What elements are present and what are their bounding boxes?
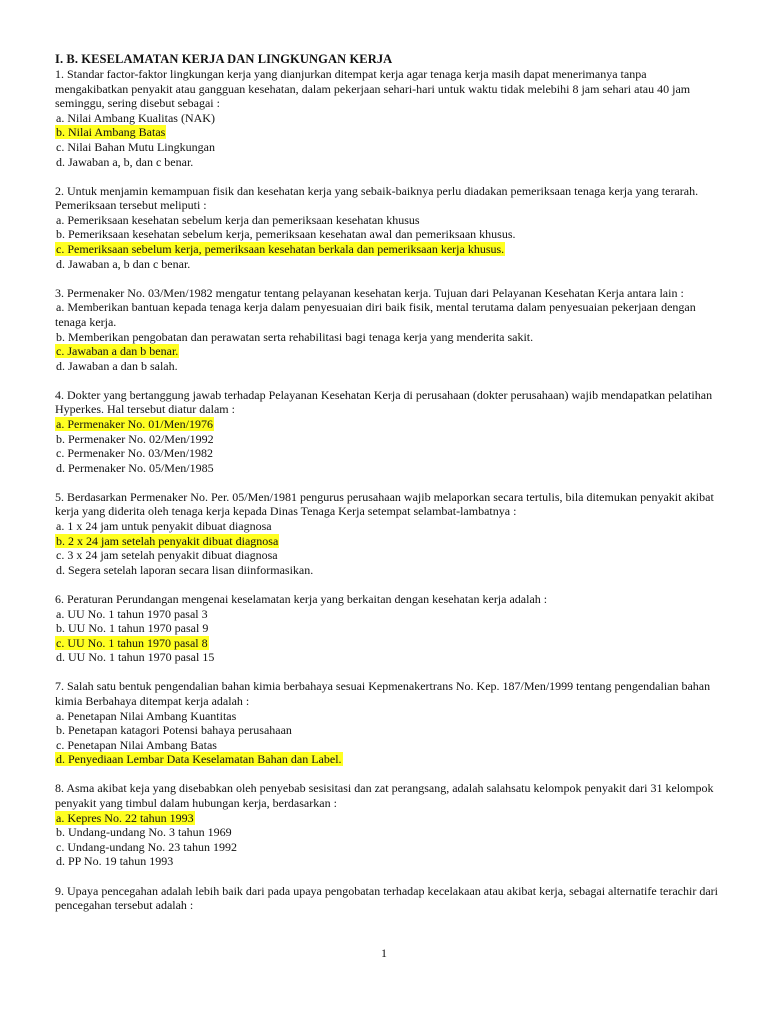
option-a-highlighted: a. Kepres No. 22 tahun 1993 [56,810,194,825]
option-a: a. Pemeriksaan kesehatan sebelum kerja dan pemeriksaan kesehatan khusus [56,212,420,227]
question-text: 1. Standar factor-faktor lingkungan kerja yang dianjurkan ditempat kerja agar tenaga kerja masih dapat menerimanya tanpa mengakibatkan penyakit atau gangguan kesehatan, dalam pekerjaan sehari-hari untuk waktu tidak melebihi 8 jam sehari atau 40 jam seminggu, sering disebut sebagai : [55,67,691,111]
question-text: 9. Upaya pencegahan adalah lebih baik dari pada upaya pengobatan terhadap kecelakaan atau akibat kerja, sebagai alternatife terachir dari pencegahan tersebut adalah : [55,883,718,913]
question-text: 2. Untuk menjamin kemampuan fisik dan kesehatan kerja yang sebaik-baiknya perlu diadakan pemeriksaan tenaga kerja yang terarah. Pemeriksaan tersebut meliputi : [55,183,699,213]
question-text: 3. Permenaker No. 03/Men/1982 mengatur tentang pelayanan kesehatan kerja. Tujuan dari Pelayanan Kesehatan Kerja antara lain : [55,285,684,300]
option-b: b. Penetapan katagori Potensi bahaya perusahaan [56,723,292,738]
option-b: b. Undang-undang No. 3 tahun 1969 [56,825,232,840]
option-d-highlighted: d. Penyediaan Lembar Data Keselamatan Bahan dan Label. [56,752,342,767]
option-a: a. Nilai Ambang Kualitas (NAK) [56,110,215,125]
option-c: c. Undang-undang No. 23 tahun 1992 [56,839,237,854]
question-7 [55,679,728,767]
option-c-highlighted: c. Jawaban a dan b benar. [56,344,179,359]
option-c-highlighted: c. Pemeriksaan sebelum kerja, pemeriksaan kesehatan berkala dan pemeriksaan kerja khusus. [56,242,505,257]
question-text: 8. Asma akibat keja yang disebabkan oleh penyebab sesisitasi dan zat perangsang, adalah salahsatu kelompok penyakit dari 31 kelompok penyakit yang timbul dalam hubungan kerja, berdasarkan : [55,781,714,811]
option-d: d. Permenaker No. 05/Men/1985 [56,460,214,475]
option-b-highlighted: b. 2 x 24 jam setelah penyakit dibuat diagnosa [56,533,279,548]
option-d: d. Jawaban a, b, dan c benar. [56,154,194,169]
option-c: c. Nilai Bahan Mutu Lingkungan [56,139,215,154]
option-d: d. Jawaban a, b dan c benar. [56,256,191,271]
option-c-highlighted: c. UU No. 1 tahun 1970 pasal 8 [56,635,208,650]
question-text: 7. Salah satu bentuk pengendalian bahan kimia berbahaya sesuai Kepmenakertrans No. Kep. 187/Men/1999 tentang pengendalian bahan kimia Berbahaya ditempat kerja adalah : [55,679,711,708]
question-list [55,67,728,913]
question-text: 6. Peraturan Perundangan mengenai keselamatan kerja yang berkaitan dengan kesehatan kerja adalah : [55,591,548,606]
option-d: d. Jawaban a dan b salah. [56,358,178,373]
option-a-highlighted: a. Permenaker No. 01/Men/1976 [56,416,213,431]
question-6 [55,592,728,665]
option-d: d. PP No. 19 tahun 1993 [56,854,174,869]
question-5 [55,490,728,578]
option-a: a. UU No. 1 tahun 1970 pasal 3 [56,606,208,621]
question-2 [55,184,728,272]
option-b: b. Memberikan pengobatan dan perawatan serta rehabilitasi bagi tenaga kerja yang menderita sakit. [56,329,534,344]
option-c: c. Penetapan Nilai Ambang Batas [56,737,217,752]
question-text: 4. Dokter yang bertanggung jawab terhadap Pelayanan Kesehatan Kerja di perusahaan (dokter perusahaan) wajib mendapatkan pelatihan Hyperkes. Hal tersebut diatur dalam : [55,387,713,417]
page-number: 1 [381,946,387,960]
question-8 [55,781,728,869]
question-text: 5. Berdasarkan Permenaker No. Per. 05/Men/1981 pengurus perusahaan wajib melaporkan secara tertulis, bila ditemukan penyakit akibat kerja yang diderita oleh tenaga kerja kepada Dinas Tenaga Kerja setempat selambat-lambatnya : [55,489,714,519]
option-d: d. UU No. 1 tahun 1970 pasal 15 [56,650,215,665]
option-a: a. Memberikan bantuan kepada tenaga kerja dalam penyesuaian diri baik fisik, mental terutama dalam penyesuaian pekerjaan dengan tenaga kerja. [55,300,696,329]
question-3 [55,286,728,374]
section-title: I. B. KESELAMATAN KERJA DAN LINGKUNGAN KERJA [55,52,393,66]
option-b: b. UU No. 1 tahun 1970 pasal 9 [56,621,209,636]
option-b: b. Pemeriksaan kesehatan sebelum kerja, pemeriksaan kesehatan awal dan pemeriksaan khusus. [56,227,516,242]
option-a: a. Penetapan Nilai Ambang Kuantitas [56,708,237,723]
option-c: c. Permenaker No. 03/Men/1982 [56,446,213,461]
question-1 [55,67,728,169]
option-b-highlighted: b. Nilai Ambang Batas [56,125,166,140]
question-4 [55,388,728,476]
option-b: b. Permenaker No. 02/Men/1992 [56,431,214,446]
question-9 [55,884,728,913]
option-a: a. 1 x 24 jam untuk penyakit dibuat diagnosa [56,519,272,534]
option-c: c. 3 x 24 jam setelah penyakit dibuat diagnosa [56,548,278,563]
option-d: d. Segera setelah laporan secara lisan diinformasikan. [56,562,314,577]
